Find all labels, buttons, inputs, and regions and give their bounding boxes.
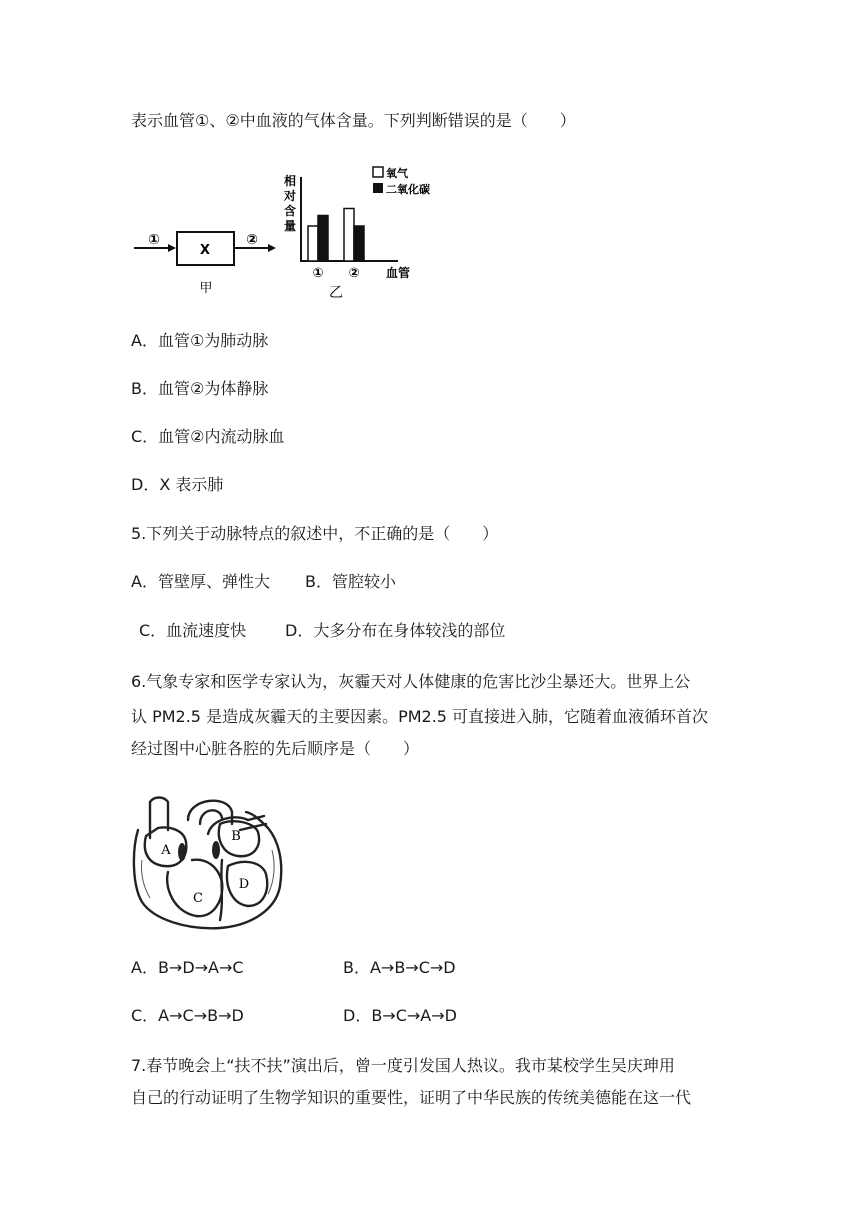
q4-option-a: A．血管①为肺动脉	[131, 331, 269, 350]
legend-swatch-oxygen	[373, 167, 383, 177]
q5-stem: 5.下列关于动脉特点的叙述中，不正确的是（ ）	[131, 524, 499, 543]
q6-stem-line1: 6.气象专家和医学专家认为，灰霾天对人体健康的危害比沙尘暴还大。世界上公	[131, 672, 691, 691]
valve-mid	[212, 841, 220, 859]
q5-option-d: D．大多分布在身体较浅的部位	[285, 621, 506, 640]
heart-label-c: C	[193, 891, 203, 906]
vessel-top-left	[150, 798, 168, 831]
q4-option-c: C．血管②内流动脉血	[131, 427, 285, 446]
out-label: ②	[246, 232, 258, 248]
texture-1	[141, 860, 150, 898]
heart-label-d: D	[238, 877, 250, 892]
chamber-c-outline	[167, 860, 222, 916]
caption-jia: 甲	[199, 281, 213, 296]
q6-option-c: C．A→C→B→D	[131, 1006, 244, 1025]
heart-label-b: B	[231, 829, 241, 844]
valve-left	[178, 843, 186, 861]
y-axis-label-char: 量	[283, 219, 297, 233]
y-axis-label-char: 对	[283, 189, 297, 203]
x-tick-2: ②	[348, 266, 360, 281]
septum	[220, 860, 222, 920]
y-axis-label-char: 含	[283, 204, 297, 218]
arrow-out-head	[268, 244, 276, 252]
bar-co2-2	[354, 226, 364, 261]
q6-stem-line3: 经过图中心脏各腔的先后顺序是（ ）	[131, 739, 420, 758]
q5-option-c: C．血流速度快	[139, 621, 247, 640]
bar-oxygen-2	[344, 209, 354, 262]
q6-stem-line2: 认 PM2.5 是造成灰霾天的主要因素。PM2.5 可直接进入肺，它随着血液循环首次	[131, 707, 709, 726]
box-label: X	[199, 243, 211, 258]
legend-swatch-co2	[373, 183, 383, 193]
q7-stem-line2: 自己的行动证明了生物学知识的重要性，证明了中华民族的传统美德能在这一代	[131, 1088, 692, 1107]
q5-option-b: B．管腔较小	[305, 572, 396, 591]
aorta-arch	[188, 801, 232, 824]
q4-option-d: D．X 表示肺	[131, 475, 224, 494]
q4-option-b: B．血管②为体静脉	[131, 379, 269, 398]
q4-stem-tail: 表示血管①、②中血液的气体含量。下列判断错误的是（ ）	[131, 111, 576, 130]
bar-co2-1	[318, 216, 328, 262]
bar-oxygen-1	[308, 226, 318, 261]
diagram-jia	[130, 222, 280, 298]
heart-diagram	[128, 790, 288, 935]
y-axis-label	[283, 173, 296, 233]
q5-option-a: A．管壁厚、弹性大	[131, 572, 270, 591]
q6-option-d: D．B→C→A→D	[343, 1006, 457, 1025]
legend-oxygen: 氧气	[386, 167, 408, 180]
caption-yi: 乙	[329, 285, 343, 301]
q7-stem-line1: 7.春节晚会上“扶不扶”演出后，曾一度引发国人热议。我市某校学生吴庆珅用	[131, 1056, 675, 1075]
legend-co2: 二氧化碳	[386, 183, 430, 196]
q6-option-a: A．B→D→A→C	[131, 958, 244, 977]
in-label: ①	[148, 232, 160, 248]
chart-yi	[280, 165, 450, 305]
x-axis-label: 血管	[385, 266, 411, 280]
arrow-in-head	[168, 244, 176, 252]
heart-label-a: A	[161, 843, 171, 858]
y-axis-label-char: 相	[283, 174, 297, 188]
texture-2	[268, 850, 274, 894]
x-tick-1: ①	[312, 266, 324, 281]
q6-option-b: B．A→B→C→D	[343, 958, 456, 977]
